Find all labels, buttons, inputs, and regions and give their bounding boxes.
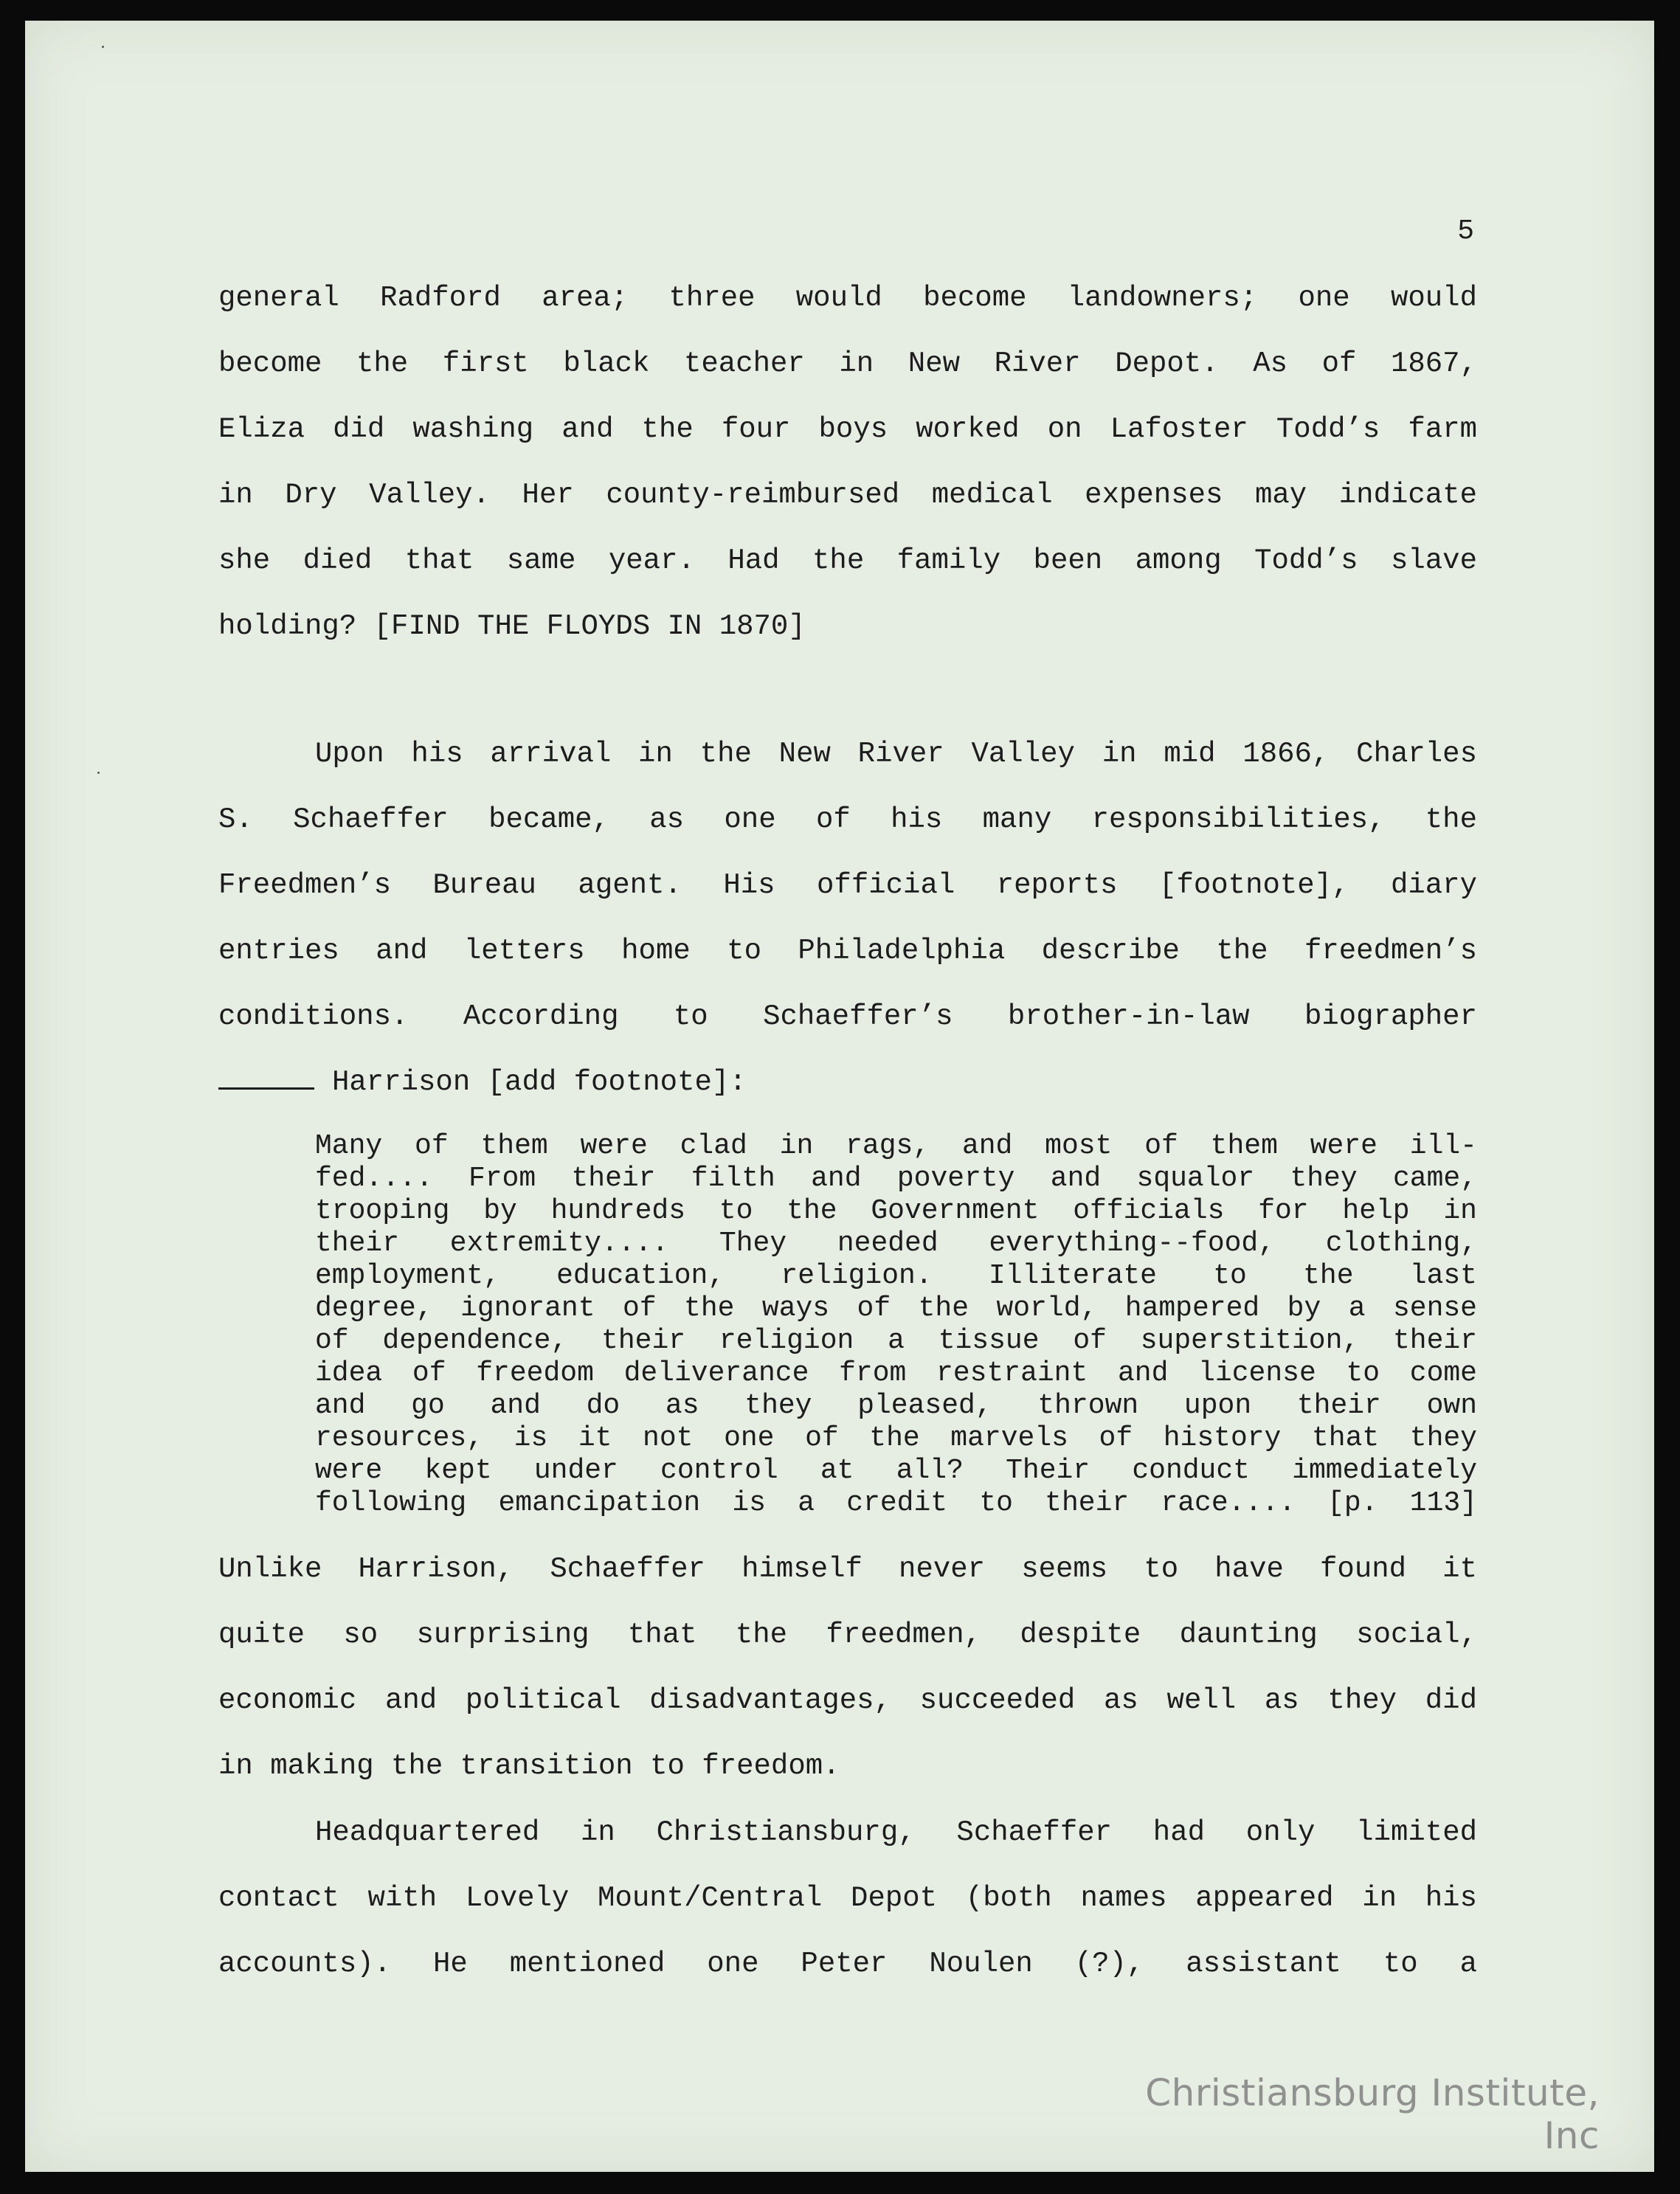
quote-line: Many of them were clad in rags, and most of them were ill- bbox=[315, 1130, 1477, 1162]
blank-underline bbox=[218, 1065, 314, 1090]
paragraph-line: conditions. According to Schaeffer’s brother-in-law biographer bbox=[218, 1000, 1477, 1033]
paragraph-line: Eliza did washing and the four boys worked on Lafoster Todd’s farm bbox=[218, 413, 1477, 446]
quote-line: of dependence, their religion a tissue of superstition, their bbox=[315, 1325, 1477, 1357]
attribution-text: Harrison [add footnote]: bbox=[332, 1066, 747, 1098]
quote-line: following emancipation is a credit to their race.... [p. 113] bbox=[315, 1487, 1477, 1519]
paragraph-line: holding? [FIND THE FLOYDS IN 1870] bbox=[218, 610, 806, 643]
paragraph-line: in making the transition to freedom. bbox=[218, 1750, 840, 1782]
paragraph-line: Unlike Harrison, Schaeffer himself never seems to have found it bbox=[218, 1553, 1477, 1585]
quote-line: trooping by hundreds to the Government officials for help in bbox=[315, 1195, 1477, 1227]
paragraph-line: general Radford area; three would become landowners; one would bbox=[218, 282, 1477, 314]
paragraph-line: accounts). He mentioned one Peter Noulen (?), assistant to a bbox=[218, 1948, 1477, 1980]
dust-speck bbox=[102, 46, 104, 48]
quote-line: and go and do as they pleased, thrown upon their own bbox=[315, 1390, 1477, 1422]
dust-speck bbox=[97, 772, 100, 774]
paragraph-line: contact with Lovely Mount/Central Depot (both names appeared in his bbox=[218, 1882, 1477, 1914]
paragraph-line: entries and letters home to Philadelphia describe the freedmen’s bbox=[218, 935, 1477, 967]
paragraph-line: Freedmen’s Bureau agent. His official reports [footnote], diary bbox=[218, 869, 1477, 902]
paragraph-line: become the first black teacher in New River Depot. As of 1867, bbox=[218, 347, 1477, 380]
quote-line: were kept under control at all? Their conduct immediately bbox=[315, 1455, 1477, 1487]
paragraph-line: Upon his arrival in the New River Valley in mid 1866, Charles bbox=[315, 738, 1477, 770]
quote-line: their extremity.... They needed everything--food, clothing, bbox=[315, 1228, 1477, 1259]
watermark: Christiansburg Institute, Inc bbox=[1145, 2072, 1600, 2157]
page-number: 5 bbox=[1457, 215, 1474, 247]
quote-line: employment, education, religion. Illiterate to the last bbox=[315, 1260, 1477, 1292]
paragraph-line: economic and political disadvantages, succeeded as well as they did bbox=[218, 1684, 1477, 1717]
paragraph-line: she died that same year. Had the family been among Todd’s slave bbox=[218, 544, 1477, 577]
quote-line: degree, ignorant of the ways of the world, hampered by a sense bbox=[315, 1292, 1477, 1324]
quote-line: fed.... From their filth and poverty and squalor they came, bbox=[315, 1163, 1477, 1194]
quote-line: idea of freedom deliverance from restraint and license to come bbox=[315, 1357, 1477, 1389]
blank-attribution-line bbox=[218, 1064, 1477, 1101]
quote-line: resources, is it not one of the marvels of history that they bbox=[315, 1422, 1477, 1454]
paragraph-line: in Dry Valley. Her county-reimbursed medical expenses may indicate bbox=[218, 479, 1477, 511]
paragraph-line: quite so surprising that the freedmen, despite daunting social, bbox=[218, 1619, 1477, 1651]
paragraph-line: Headquartered in Christiansburg, Schaeffer had only limited bbox=[315, 1816, 1477, 1849]
paragraph-line: S. Schaeffer became, as one of his many responsibilities, the bbox=[218, 803, 1477, 836]
